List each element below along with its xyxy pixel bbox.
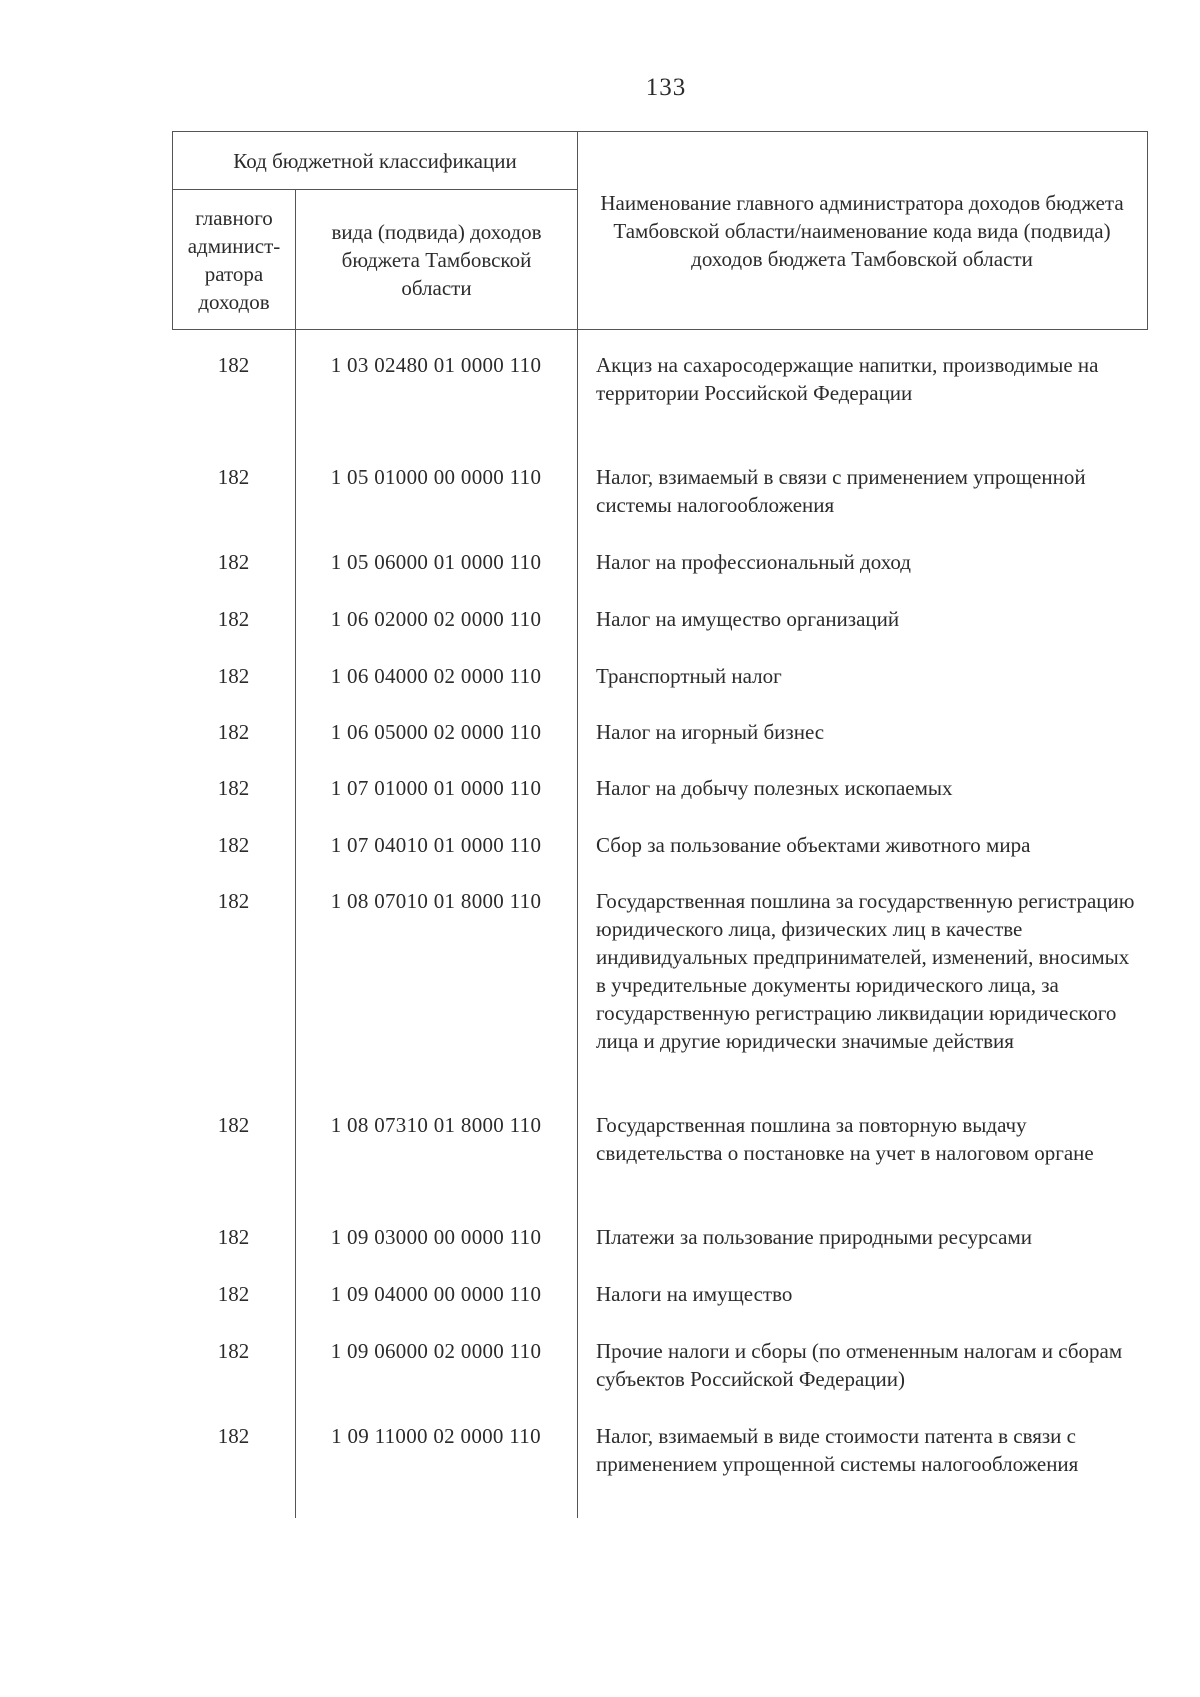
admin-code: 182 xyxy=(217,776,250,800)
revenue-code: 1 07 04010 01 0000 110 xyxy=(330,833,542,857)
revenue-name: Налог, взимаемый в связи с применением упрощенной системы налогообложения xyxy=(596,465,1086,517)
revenue-name: Налог на имущество организаций xyxy=(596,607,900,631)
revenue-name: Акциз на сахаросодержащие напитки, производимые на территории Российской Федерации xyxy=(596,353,1099,405)
revenue-code: 1 05 01000 00 0000 110 xyxy=(330,465,542,489)
admin-code: 182 xyxy=(217,1424,250,1448)
page-number: 133 xyxy=(645,74,687,101)
admin-code: 182 xyxy=(217,465,250,489)
revenue-code: 1 08 07010 01 8000 110 xyxy=(330,889,542,913)
revenue-code: 1 03 02480 01 0000 110 xyxy=(330,353,542,377)
admin-code: 182 xyxy=(217,833,250,857)
revenue-code: 1 06 04000 02 0000 110 xyxy=(330,664,542,688)
revenue-code: 1 09 11000 02 0000 110 xyxy=(331,1424,541,1448)
revenue-name: Прочие налоги и сборы (по отмененным налогам и сборам субъектов Российской Федерации) xyxy=(596,1339,1123,1391)
column-divider-2 xyxy=(577,330,578,1518)
revenue-code: 1 07 01000 01 0000 110 xyxy=(330,776,542,800)
revenue-code: 1 06 05000 02 0000 110 xyxy=(330,720,542,744)
revenue-code: 1 09 06000 02 0000 110 xyxy=(330,1339,542,1363)
revenue-name: Налог, взимаемый в виде стоимости патента в связи с применением упрощенной системы налогообложения xyxy=(596,1424,1079,1476)
revenue-code: 1 09 04000 00 0000 110 xyxy=(330,1282,542,1306)
admin-code: 182 xyxy=(217,607,250,631)
revenue-name: Сбор за пользование объектами животного мира xyxy=(596,833,1031,857)
revenue-code: 1 05 06000 01 0000 110 xyxy=(330,550,542,574)
admin-code: 182 xyxy=(217,1282,250,1306)
revenue-code: 1 06 02000 02 0000 110 xyxy=(330,607,542,631)
revenue-name: Налоги на имущество xyxy=(596,1282,793,1306)
revenue-name: Государственная пошлина за государственную регистрацию юридического лица, физических лиц в качестве индивидуальных предпринимателей, изменений, вносимых в учредительные документы юридического лица, за государственную регистрацию ликвидации юридического лица и другие юридически значимые действия xyxy=(596,889,1135,1053)
header-admin-code: главного админист-ратора доходов xyxy=(173,190,296,329)
admin-code: 182 xyxy=(217,1339,250,1363)
header-name: Наименование главного администратора доходов бюджета Тамбовской области/наименование кода вида (подвида) доходов бюджета Тамбовской области xyxy=(600,190,1124,271)
revenue-name: Налог на добычу полезных ископаемых xyxy=(596,776,953,800)
header-kbk: Код бюджетной классификации xyxy=(173,132,578,190)
admin-code: 182 xyxy=(217,550,250,574)
revenue-code: 1 09 03000 00 0000 110 xyxy=(330,1225,542,1249)
header-revenue-type-code: вида (подвида) доходов бюджета Тамбовской области xyxy=(296,190,578,329)
admin-code: 182 xyxy=(217,1225,250,1249)
revenue-code: 1 08 07310 01 8000 110 xyxy=(330,1113,542,1137)
admin-code: 182 xyxy=(217,1113,250,1137)
revenue-name: Налог на игорный бизнес xyxy=(596,720,825,744)
revenue-name: Транспортный налог xyxy=(596,664,782,688)
admin-code: 182 xyxy=(217,889,250,913)
admin-code: 182 xyxy=(217,720,250,744)
revenue-name: Налог на профессиональный доход xyxy=(596,550,911,574)
revenue-name: Платежи за пользование природными ресурсами xyxy=(596,1225,1032,1249)
admin-code: 182 xyxy=(217,664,250,688)
admin-code: 182 xyxy=(217,353,250,377)
revenue-name: Государственная пошлина за повторную выдачу свидетельства о постановке на учет в налоговом органе xyxy=(596,1113,1094,1165)
table-header xyxy=(172,131,1148,330)
